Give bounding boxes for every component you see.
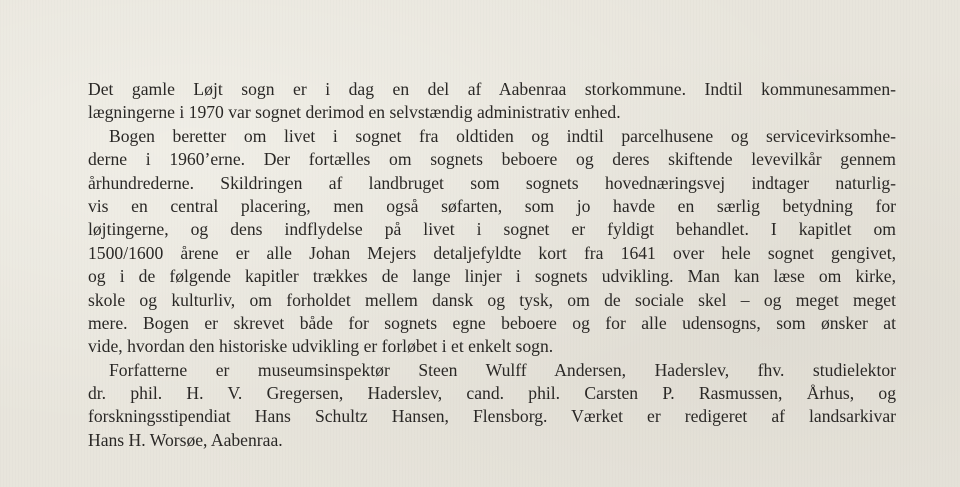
text-line: 1500/1600 årene er alle Johan Mejers detaljefyldte kort fra 1641 over hele sognet gengivet, [88, 242, 896, 263]
text-line: dr. phil. H. V. Gregersen, Haderslev, cand. phil. Carsten P. Rasmussen, Århus, og [88, 383, 896, 404]
text-line: Hans H. Worsøe, Aabenraa. [88, 429, 283, 450]
text-line: vis en central placering, men også søfarten, som jo havde en særlig betydning for [88, 195, 896, 216]
text-line: Forfatterne er museumsinspektør Steen Wulff Andersen, Haderslev, fhv. studielektor [109, 359, 896, 380]
text-line: mere. Bogen er skrevet både for sognets egne beboere og for alle udensogns, som ønsker at [88, 312, 896, 333]
text-line: lægningerne i 1970 var sognet derimod en selvstændig administrativ enhed. [88, 102, 621, 123]
text-line: forskningsstipendiat Hans Schultz Hansen, Flensborg. Værket er redigeret af landsarkivar [88, 406, 896, 427]
text-line: derne i 1960’erne. Der fortælles om sognets beboere og deres skiftende levevilkår gennem [88, 149, 896, 170]
text-line: løjtingerne, og dens indflydelse på livet i sognet er fyldigt behandlet. I kapitlet om [88, 219, 896, 240]
text-line: Bogen beretter om livet i sognet fra oldtiden og indtil parcelhusene og servicevirksomhe- [109, 125, 896, 146]
text-line: skole og kulturliv, om forholdet mellem dansk og tysk, om de sociale skel – og meget meget [88, 289, 896, 310]
text-line: vide, hvordan den historiske udvikling er forløbet i et enkelt sogn. [88, 336, 554, 357]
text-line: Det gamle Løjt sogn er i dag en del af Aabenraa storkommune. Indtil kommunesammen- [88, 79, 896, 99]
text-line: århundrederne. Skildringen af landbruget som sognets hovednæringsvej indtager naturlig- [88, 172, 896, 193]
blurb-text [88, 78, 896, 452]
text-line: og i de følgende kapitler trækkes de lange linjer i sognets udvikling. Man kan læse om kirke, [88, 266, 896, 287]
